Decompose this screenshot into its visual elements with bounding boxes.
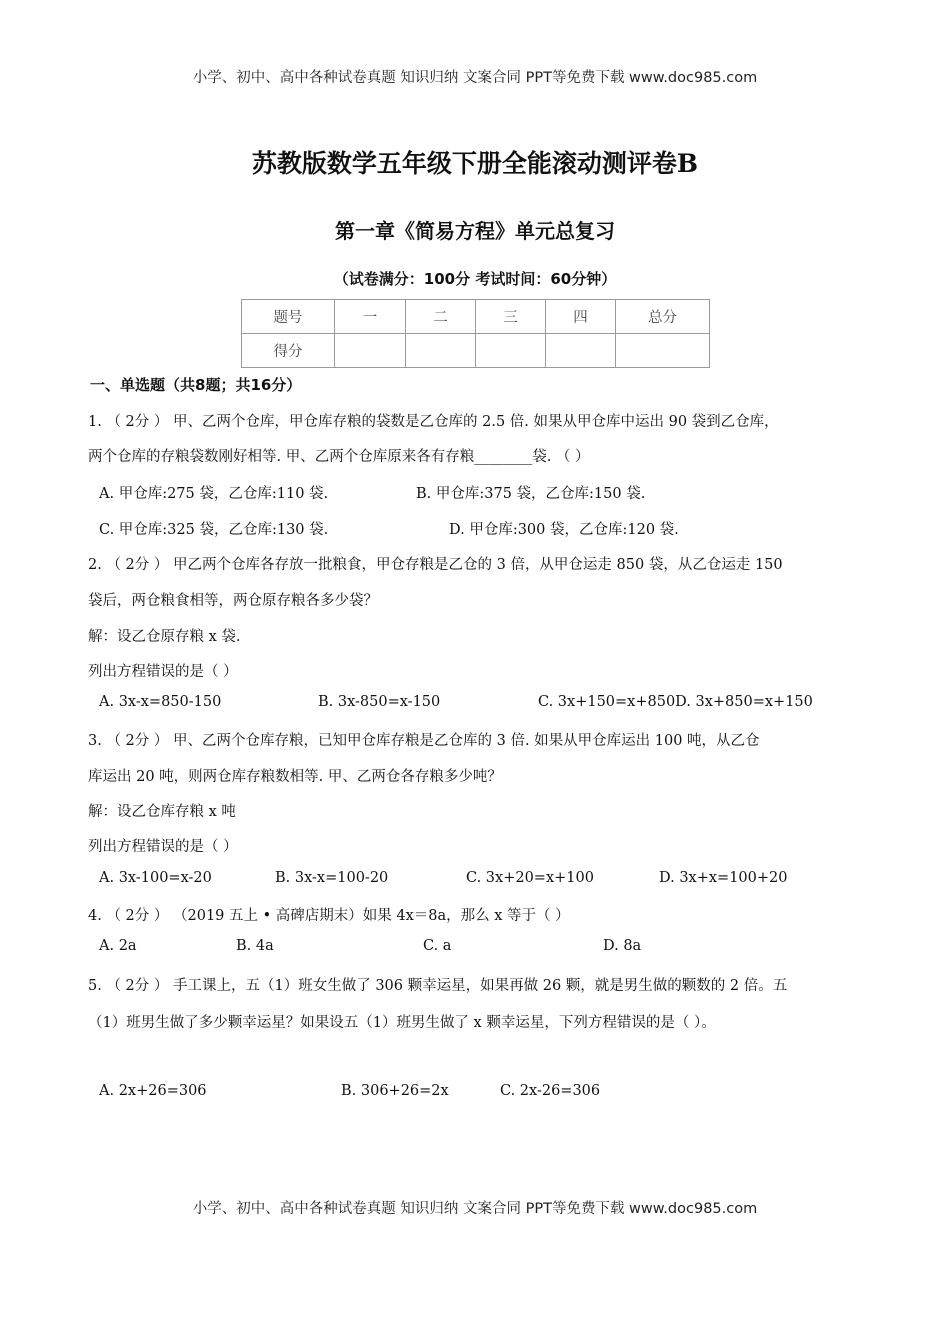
page-title: 苏教版数学五年级下册全能滚动测评卷B [251,149,699,178]
row-label-cell: 得分 [242,334,335,368]
header-cell: 三 [476,300,546,334]
score-cell[interactable] [546,334,616,368]
q4-stem-line1: 4. （ 2分 ） （2019 五上 • 高碑店期末）如果 4x＝8a，那么 x 等于（ ） [88,908,570,924]
score-cell[interactable] [476,334,546,368]
header-cell: 题号 [242,300,335,334]
header-cell: 四 [546,300,616,334]
q5-stem-line1: 5. （ 2分 ） 手工课上，五（1）班女生做了 306 颗幸运星，如果再做 26 颗，就是男生做的颗数的 2 倍。五 [88,978,788,994]
q3-solution-line: 解：设乙仓库存粮 x 吨 [88,804,236,820]
header-cell: 总分 [616,300,710,334]
section-title: 一、单选题（共8题；共16分） [90,376,302,394]
score-cell[interactable] [335,334,406,368]
score-table-score-row [242,334,710,368]
q4-option-b[interactable]: B. 4a [236,938,274,954]
score-cell[interactable] [616,334,710,368]
footer-banner: 小学、初中、高中各种试卷真题 知识归纳 文案合同 PPT等免费下载 www.doc985.com [192,1201,758,1217]
q3-option-b[interactable]: B. 3x-x=100-20 [275,870,389,886]
page-subtitle: 第一章《简易方程》单元总复习 [335,219,615,243]
q2-prompt-line: 列出方程错误的是（ ） [88,664,238,680]
q2-option-c-d[interactable]: C. 3x+150=x+850D. 3x+850=x+150 [538,694,813,710]
header-banner: 小学、初中、高中各种试卷真题 知识归纳 文案合同 PPT等免费下载 www.doc985.com [192,70,758,86]
q1-option-d[interactable]: D. 甲仓库:300 袋，乙仓库:120 袋. [449,522,679,538]
q3-stem-line1: 3. （ 2分 ） 甲、乙两个仓库存粮，已知甲仓库存粮是乙仓库的 3 倍. 如果从甲仓库运出 100 吨，从乙仓 [88,733,760,749]
q5-option-b[interactable]: B. 306+26=2x [341,1083,449,1099]
q4-option-a[interactable]: A. 2a [99,938,137,954]
q2-solution-line: 解：设乙仓原存粮 x 袋. [88,629,241,645]
header-cell: 一 [335,300,406,334]
q1-stem-line2: 两个仓库的存粮袋数刚好相等. 甲、乙两个仓库原来各有存粮________袋. （ ） [88,449,590,465]
exam-info: （试卷满分：100分 考试时间：60分钟） [333,270,617,288]
q2-option-a[interactable]: A. 3x-x=850-150 [99,694,222,710]
q1-option-c[interactable]: C. 甲仓库:325 袋，乙仓库:130 袋. [99,522,329,538]
q2-stem-line2: 袋后，两仓粮食相等，两仓原存粮各多少袋？ [88,593,378,609]
q3-option-d[interactable]: D. 3x+x=100+20 [659,870,788,886]
q3-option-a[interactable]: A. 3x-100=x-20 [99,870,212,886]
q2-stem-line1: 2. （ 2分 ） 甲乙两个仓库各存放一批粮食，甲仓存粮是乙仓的 3 倍，从甲仓运走 850 袋，从乙仓运走 150 [88,557,783,573]
q2-option-b[interactable]: B. 3x-850=x-150 [318,694,441,710]
q1-option-b[interactable]: B. 甲仓库:375 袋，乙仓库:150 袋. [416,486,646,502]
q1-option-a[interactable]: A. 甲仓库:275 袋，乙仓库:110 袋. [99,486,329,502]
q1-stem-line1: 1. （ 2分 ） 甲、乙两个仓库，甲仓库存粮的袋数是乙仓库的 2.5 倍. 如果从甲仓库中运出 90 袋到乙仓库， [88,414,779,430]
score-table [241,299,710,368]
q5-stem-line2: （1）班男生做了多少颗幸运星？如果设五（1）班男生做了 x 颗幸运星，下列方程错误的是（ ）。 [88,1015,716,1031]
q3-stem-line2: 库运出 20 吨，则两仓库存粮数相等. 甲、乙两仓各存粮多少吨？ [88,769,502,785]
q3-prompt-line: 列出方程错误的是（ ） [88,839,238,855]
q5-option-c[interactable]: C. 2x-26=306 [500,1083,601,1099]
q3-option-c[interactable]: C. 3x+20=x+100 [466,870,594,886]
q4-option-d[interactable]: D. 8a [603,938,642,954]
q5-option-a[interactable]: A. 2x+26=306 [99,1083,207,1099]
header-cell: 二 [406,300,476,334]
score-table-header-row [242,300,710,334]
score-cell[interactable] [406,334,476,368]
q4-option-c[interactable]: C. a [423,938,452,954]
